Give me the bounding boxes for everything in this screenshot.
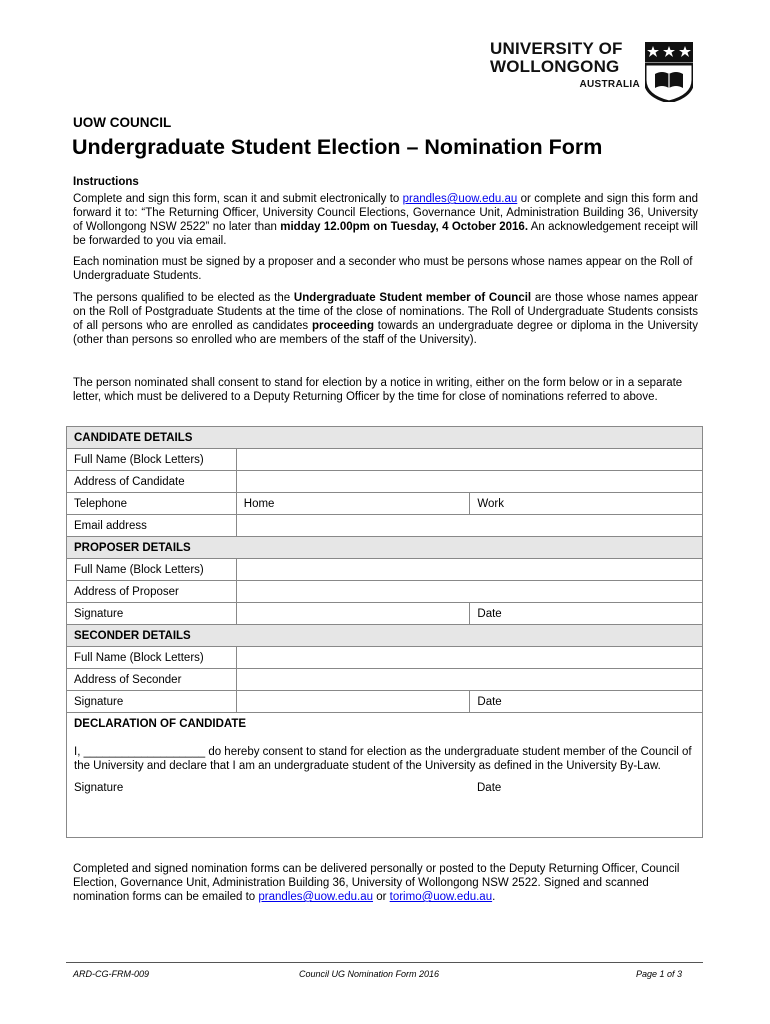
candidate-details-heading: CANDIDATE DETAILS [67,427,703,449]
seconder-signature-row [67,691,703,713]
seconder-name-field[interactable] [236,647,702,669]
logo-line-2: WOLLONGONG [490,57,620,76]
candidate-address-field[interactable] [236,471,702,493]
p1-deadline: midday 12.00pm on Tuesday, 4 October 2016. [280,221,529,233]
prandles-email-link[interactable]: prandles@uow.edu.au [258,891,374,903]
p3-text-c: towards an undergraduate degree or diploma in the University (other than persons so enrolled who are members of the staff of the University). [73,320,698,346]
declaration-date-label[interactable]: Date [477,782,502,794]
seconder-name-label: Full Name (Block Letters) [67,647,237,669]
telephone-home-field[interactable] [236,493,470,515]
closing-text-or: or [373,891,390,903]
candidate-telephone-row [67,493,703,515]
candidate-name-row [67,449,703,471]
proposer-name-field[interactable] [236,559,702,581]
instructions-paragraph-4: The person nominated shall consent to stand for election by a notice in writing, either on the form below or in a separate letter, which must be delivered to a Deputy Returning Officer by the time for close of nominations referred to above. [73,377,683,403]
declaration-section [67,713,703,838]
logo-line-3: AUSTRALIA [579,79,640,90]
closing-paragraph [73,862,703,904]
footer-page-number: Page 1 of 3 [636,969,683,979]
page-title: Undergraduate Student Election – Nomination Form [72,135,603,159]
declaration-text-a: I, [74,746,84,758]
proposer-address-row [67,581,703,603]
proposer-name-row [67,559,703,581]
declaration-signature-row [74,781,695,795]
candidate-address-label: Address of Candidate [67,471,237,493]
proposer-signature-label: Signature [67,603,237,625]
p3-text-b: are those whose names appear on the Roll of Postgraduate Students at the time of the close of nominations. The Roll of Undergraduate Students consists of all persons who are enrolled as candidates [73,292,699,332]
declaration-row [67,713,703,838]
seconder-details-header-row [67,625,703,647]
candidate-details-header-row [67,427,703,449]
declaration-text [74,745,695,773]
crest-icon [645,42,693,102]
proposer-date-label: Date [477,607,502,620]
candidate-email-row [67,515,703,537]
instructions-heading: Instructions [73,176,139,188]
closing-text-a: Completed and signed nomination forms can be delivered personally or posted to the Deputy Returning Officer, Council Election, Governance Unit, Administration Building 36, University of Wollongong NSW 2522. Signed and scanned nomination forms can be emailed to [73,863,680,903]
instructions-paragraph-1 [73,192,698,248]
closing-text-end: . [492,891,496,903]
proposer-address-label: Address of Proposer [67,581,237,603]
p1-text-b: or complete and sign this form and forward it to: “The Returning Officer, University Council Elections, Governance Unit, Administration Building 36, University of Wollongong NSW 2522” no later than [73,193,698,233]
seconder-date-label: Date [477,695,502,708]
proposer-date-field[interactable] [470,603,703,625]
seconder-details-heading: SECONDER DETAILS [67,625,703,647]
home-label: Home [243,497,275,510]
seconder-address-label: Address of Seconder [67,669,237,691]
university-logo [490,40,705,106]
candidate-address-row [67,471,703,493]
proposer-details-header-row [67,537,703,559]
work-label: Work [477,497,505,510]
proposer-signature-field[interactable] [236,603,470,625]
returning-officer-email-link[interactable]: prandles@uow.edu.au [402,193,518,205]
declaration-heading: DECLARATION OF CANDIDATE [74,718,247,730]
p3-bold-member: Undergraduate Student member of Council [293,292,532,304]
torimo-email-link[interactable]: torimo@uow.edu.au [389,891,493,903]
seconder-signature-label: Signature [67,691,237,713]
seconder-address-field[interactable] [236,669,702,691]
seconder-address-row [67,669,703,691]
proposer-details-heading: PROPOSER DETAILS [67,537,703,559]
declaration-name-blank[interactable]: ___________________ [83,746,206,758]
telephone-label: Telephone [67,493,237,515]
seconder-name-row [67,647,703,669]
proposer-address-field[interactable] [236,581,702,603]
p3-bold-proceeding: proceeding [312,320,374,332]
email-field[interactable] [236,515,702,537]
instructions-paragraph-2: Each nomination must be signed by a proposer and a seconder who must be persons whose names appear on the Roll of Undergraduate Students. [73,256,693,282]
telephone-work-field[interactable] [470,493,703,515]
footer-form-code: ARD-CG-FRM-009 [73,969,150,979]
p1-text-c: An acknowledgement receipt will be forwarded to you via email. [73,221,698,247]
nomination-form-table [66,426,703,838]
candidate-name-field[interactable] [236,449,702,471]
footer-divider [66,962,703,963]
email-label: Email address [67,515,237,537]
declaration-signature-label[interactable]: Signature [74,782,124,794]
proposer-signature-row [67,603,703,625]
instructions-paragraph-3 [73,291,698,347]
p3-text-a: The persons qualified to be elected as the [73,292,294,304]
seconder-signature-field[interactable] [236,691,470,713]
footer-form-name: Council UG Nomination Form 2016 [299,969,440,979]
candidate-name-label: Full Name (Block Letters) [67,449,237,471]
council-heading: UOW COUNCIL [73,115,172,130]
p1-text-a: Complete and sign this form, scan it and submit electronically to [73,193,403,205]
seconder-date-field[interactable] [470,691,703,713]
logo-wordmark [490,40,640,90]
proposer-name-label: Full Name (Block Letters) [67,559,237,581]
logo-line-1: UNIVERSITY OF [490,39,623,58]
declaration-text-b: do hereby consent to stand for election as the undergraduate student member of the Council of the University and declare that I am an undergraduate student of the University as defined in the University By-Law. [74,746,692,772]
